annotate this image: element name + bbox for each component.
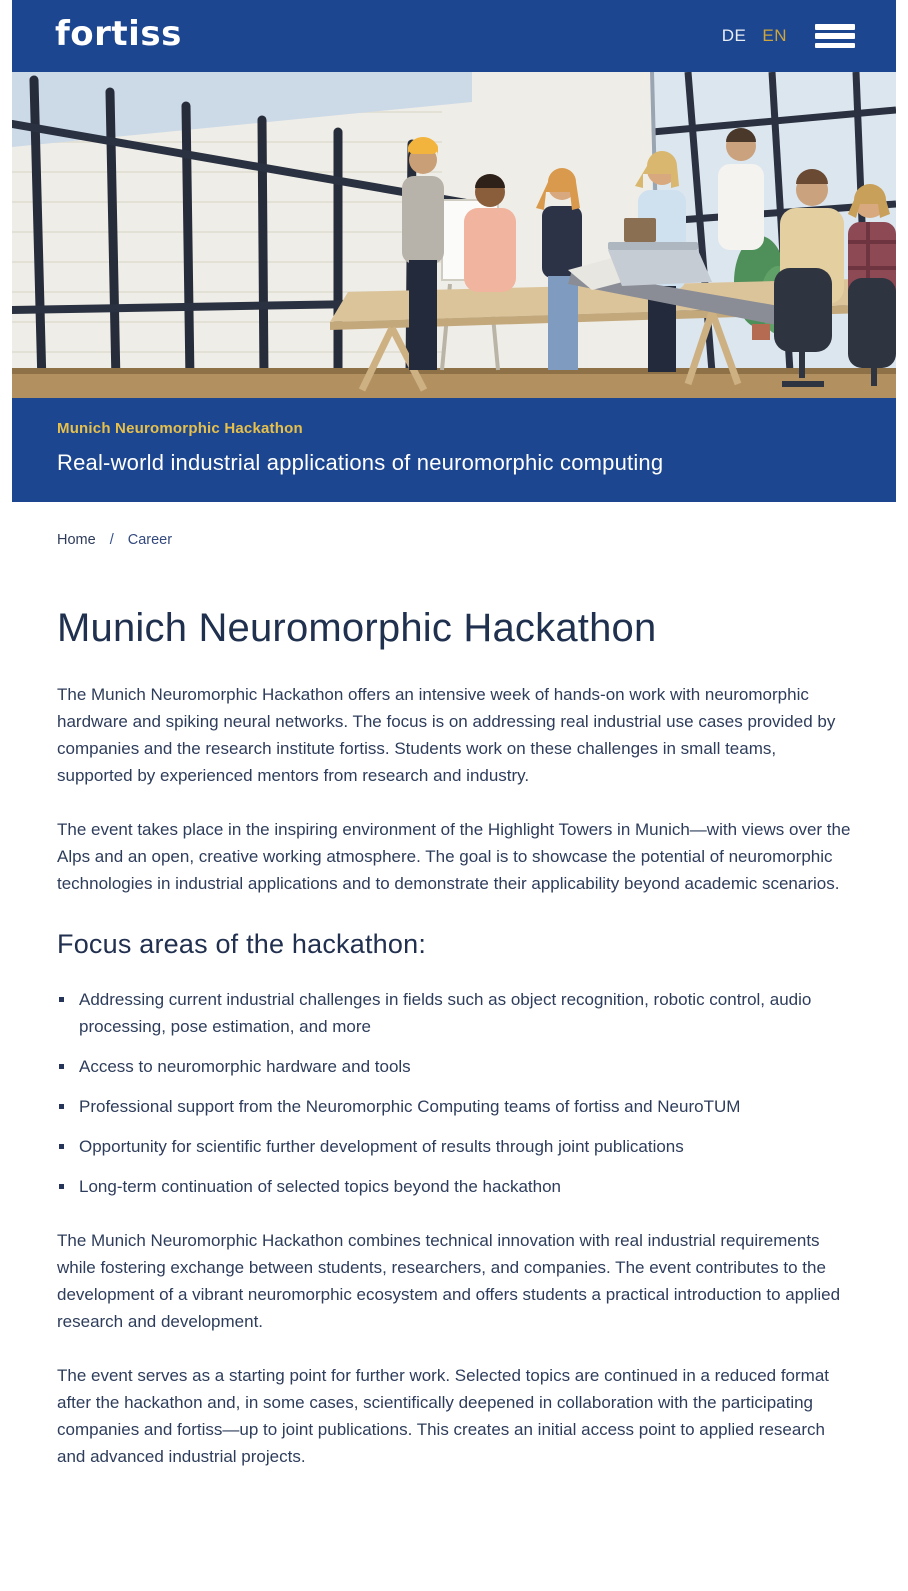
continuation-paragraph: The event serves as a starting point for further work. Selected topics are continued in a reduced format after the hackathon and, in some cases, scientifically deepened in collaboration with the participating companies and fortiss—up to joint publications. This creates an initial access point to applied research and advanced industrial projects. (57, 1366, 830, 1466)
hero-banner (12, 398, 896, 502)
menu-icon-bar (815, 43, 855, 49)
breadcrumb-current: Career (127, 532, 173, 548)
menu-icon-bar (815, 24, 855, 30)
language-switch-en[interactable]: EN (762, 26, 787, 45)
list-item: Opportunity for scientific further development of results through joint publications (57, 1133, 847, 1160)
list-item: Access to neuromorphic hardware and tools (57, 1053, 847, 1080)
page-container (12, 0, 896, 1557)
list-item: Long-term continuation of selected topics beyond the hackathon (57, 1173, 847, 1200)
breadcrumb (57, 532, 851, 548)
breadcrumb-separator: / (109, 532, 114, 548)
hero-image (12, 72, 896, 398)
breadcrumb-home[interactable]: Home (57, 532, 96, 548)
hero-image-illustration (12, 72, 896, 398)
intro-paragraph: The Munich Neuromorphic Hackathon offers an intensive week of hands-on work with neuromorphic hardware and spiking neural networks. The focus is on addressing real industrial use cases provided by companies and the research institute fortiss. Students work on these challenges in small teams, supported by experienced mentors from research and industry. (57, 685, 836, 785)
banner-kicker: Munich Neuromorphic Hackathon (57, 420, 303, 437)
focus-areas-list (57, 986, 847, 1200)
list-item: Addressing current industrial challenges in fields such as object recognition, robotic control, audio processing, pose estimation, and more (57, 986, 847, 1040)
focus-areas-heading: Focus areas of the hackathon: (57, 929, 427, 959)
site-header (12, 0, 896, 72)
banner-title: Real-world industrial applications of neuromorphic computing (57, 450, 664, 475)
language-switch-de[interactable]: DE (721, 26, 747, 45)
menu-icon-bar (815, 33, 855, 39)
header-right (722, 24, 855, 48)
page-title: Munich Neuromorphic Hackathon (57, 606, 657, 650)
list-item: Professional support from the Neuromorphic Computing teams of fortiss and NeuroTUM (57, 1093, 847, 1120)
menu-icon[interactable] (815, 24, 855, 48)
venue-paragraph: The event takes place in the inspiring environment of the Highlight Towers in Munich—with views over the Alps and an open, creative working atmosphere. The goal is to showcase the potential of neuromorphic technologies in industrial applications and to demonstrate their applicability beyond academic scenarios. (57, 820, 851, 893)
main-content (12, 502, 896, 1557)
summary-paragraph: The Munich Neuromorphic Hackathon combines technical innovation with real industrial requirements while fostering exchange between students, researchers, and companies. The event contributes to the development of a vibrant neuromorphic ecosystem and offers students a practical introduction to applied research and development. (57, 1231, 841, 1331)
fortiss-logo[interactable]: fortiss (55, 14, 182, 54)
